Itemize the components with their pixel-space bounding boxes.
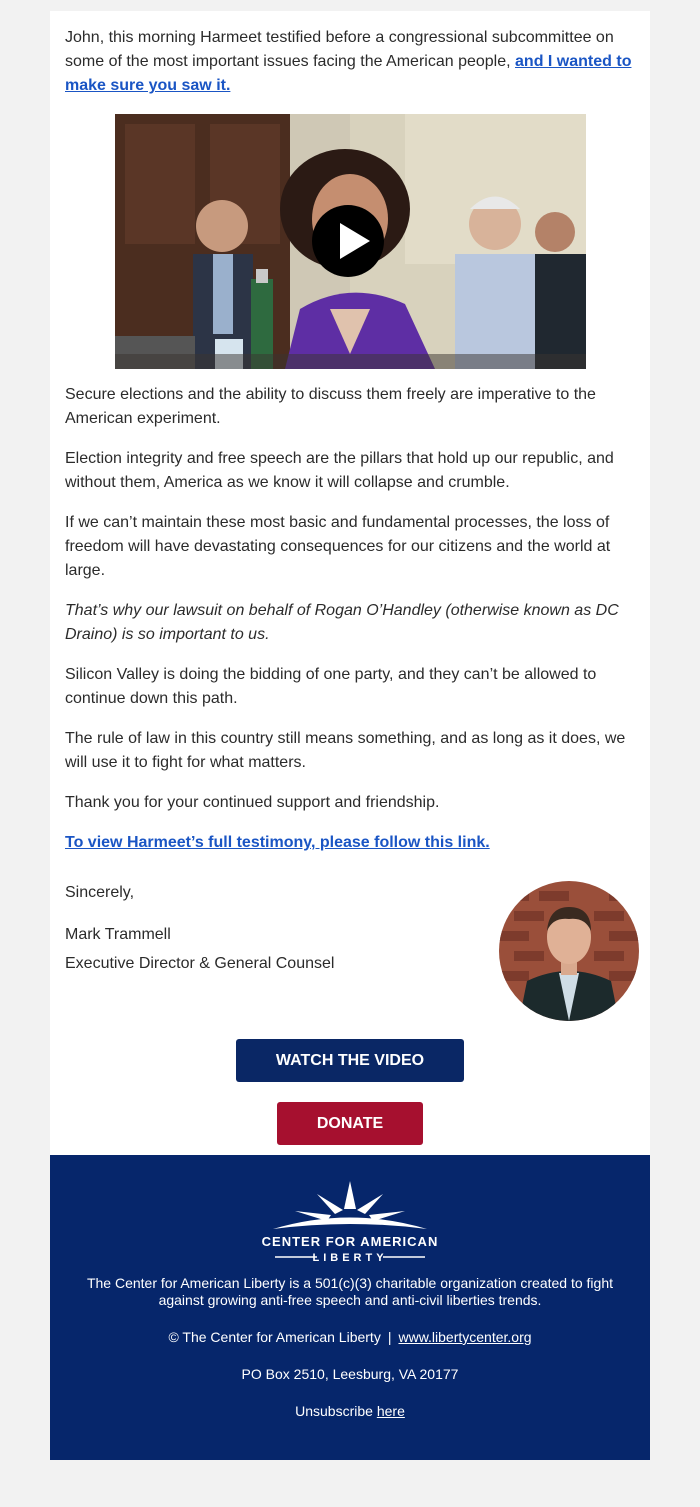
- footer: [50, 1155, 650, 1460]
- lawsuit-paragraph: That’s why our lawsuit on behalf of Rogan O’Handley (otherwise known as DC Draino) is so important to us.: [65, 602, 619, 643]
- play-icon[interactable]: [312, 205, 384, 277]
- signature-name: Mark Trammell: [65, 926, 171, 943]
- testimony-link[interactable]: To view Harmeet’s full testimony, please follow this link.: [65, 834, 490, 851]
- intro-paragraph: [65, 26, 635, 98]
- signature-closing: Sincerely,: [65, 884, 135, 901]
- footer-copyright: © The Center for American Liberty: [168, 1329, 381, 1345]
- testimony-paragraph: [65, 831, 635, 855]
- footer-address: PO Box 2510, Leesburg, VA 20177: [241, 1366, 459, 1382]
- video-thumbnail[interactable]: [115, 114, 586, 369]
- body-paragraph: Secure elections and the ability to discuss them freely are imperative to the American experiment.: [65, 386, 596, 427]
- body-paragraph: Thank you for your continued support and friendship.: [65, 794, 440, 811]
- email-body: [50, 11, 650, 1460]
- watch-video-button[interactable]: WATCH THE VIDEO: [236, 1039, 464, 1082]
- body-paragraph: Silicon Valley is doing the bidding of one party, and they can’t be allowed to continue down this path.: [65, 666, 597, 707]
- logo-line-2: LIBERTY: [312, 1252, 388, 1263]
- unsubscribe-text: Unsubscribe: [295, 1403, 377, 1419]
- footer-copyright-line: [70, 1329, 630, 1346]
- body-paragraph: The rule of law in this country still means something, and as long as it does, we will use it to fight for what matters.: [65, 730, 626, 771]
- logo-line-1: CENTER FOR AMERICAN: [261, 1234, 439, 1249]
- footer-unsubscribe-line: [70, 1403, 630, 1420]
- cta-buttons: [65, 1017, 635, 1145]
- intro-text: John, this morning Harmeet testified before a congressional subcommittee on some of the most important issues facing the American people,: [65, 29, 614, 70]
- email-content: [50, 11, 650, 1155]
- footer-about: The Center for American Liberty is a 501(c)(3) charitable organization created to fight against growing anti-free speech and anti-civil liberties trends.: [86, 1275, 614, 1308]
- donate-button[interactable]: DONATE: [277, 1102, 423, 1145]
- unsubscribe-link[interactable]: here: [376, 1403, 405, 1419]
- signature-block: [65, 871, 635, 1017]
- body-paragraph: If we can’t maintain these most basic and fundamental processes, the loss of freedom will have devastating consequences for our citizens and the world at large.: [65, 514, 611, 579]
- body-paragraph: Election integrity and free speech are the pillars that hold up our republic, and without them, America as we know it will collapse and crumble.: [65, 450, 614, 491]
- intro-link[interactable]: and I wanted to make sure you saw it.: [65, 53, 632, 94]
- signature-title: Executive Director & General Counsel: [65, 955, 335, 972]
- center-for-american-liberty-logo: [255, 1181, 445, 1263]
- footer-website-link[interactable]: www.libertycenter.org: [398, 1329, 532, 1345]
- footer-separator: |: [387, 1329, 392, 1345]
- avatar: [499, 881, 639, 1021]
- portrait-image: [499, 881, 639, 1021]
